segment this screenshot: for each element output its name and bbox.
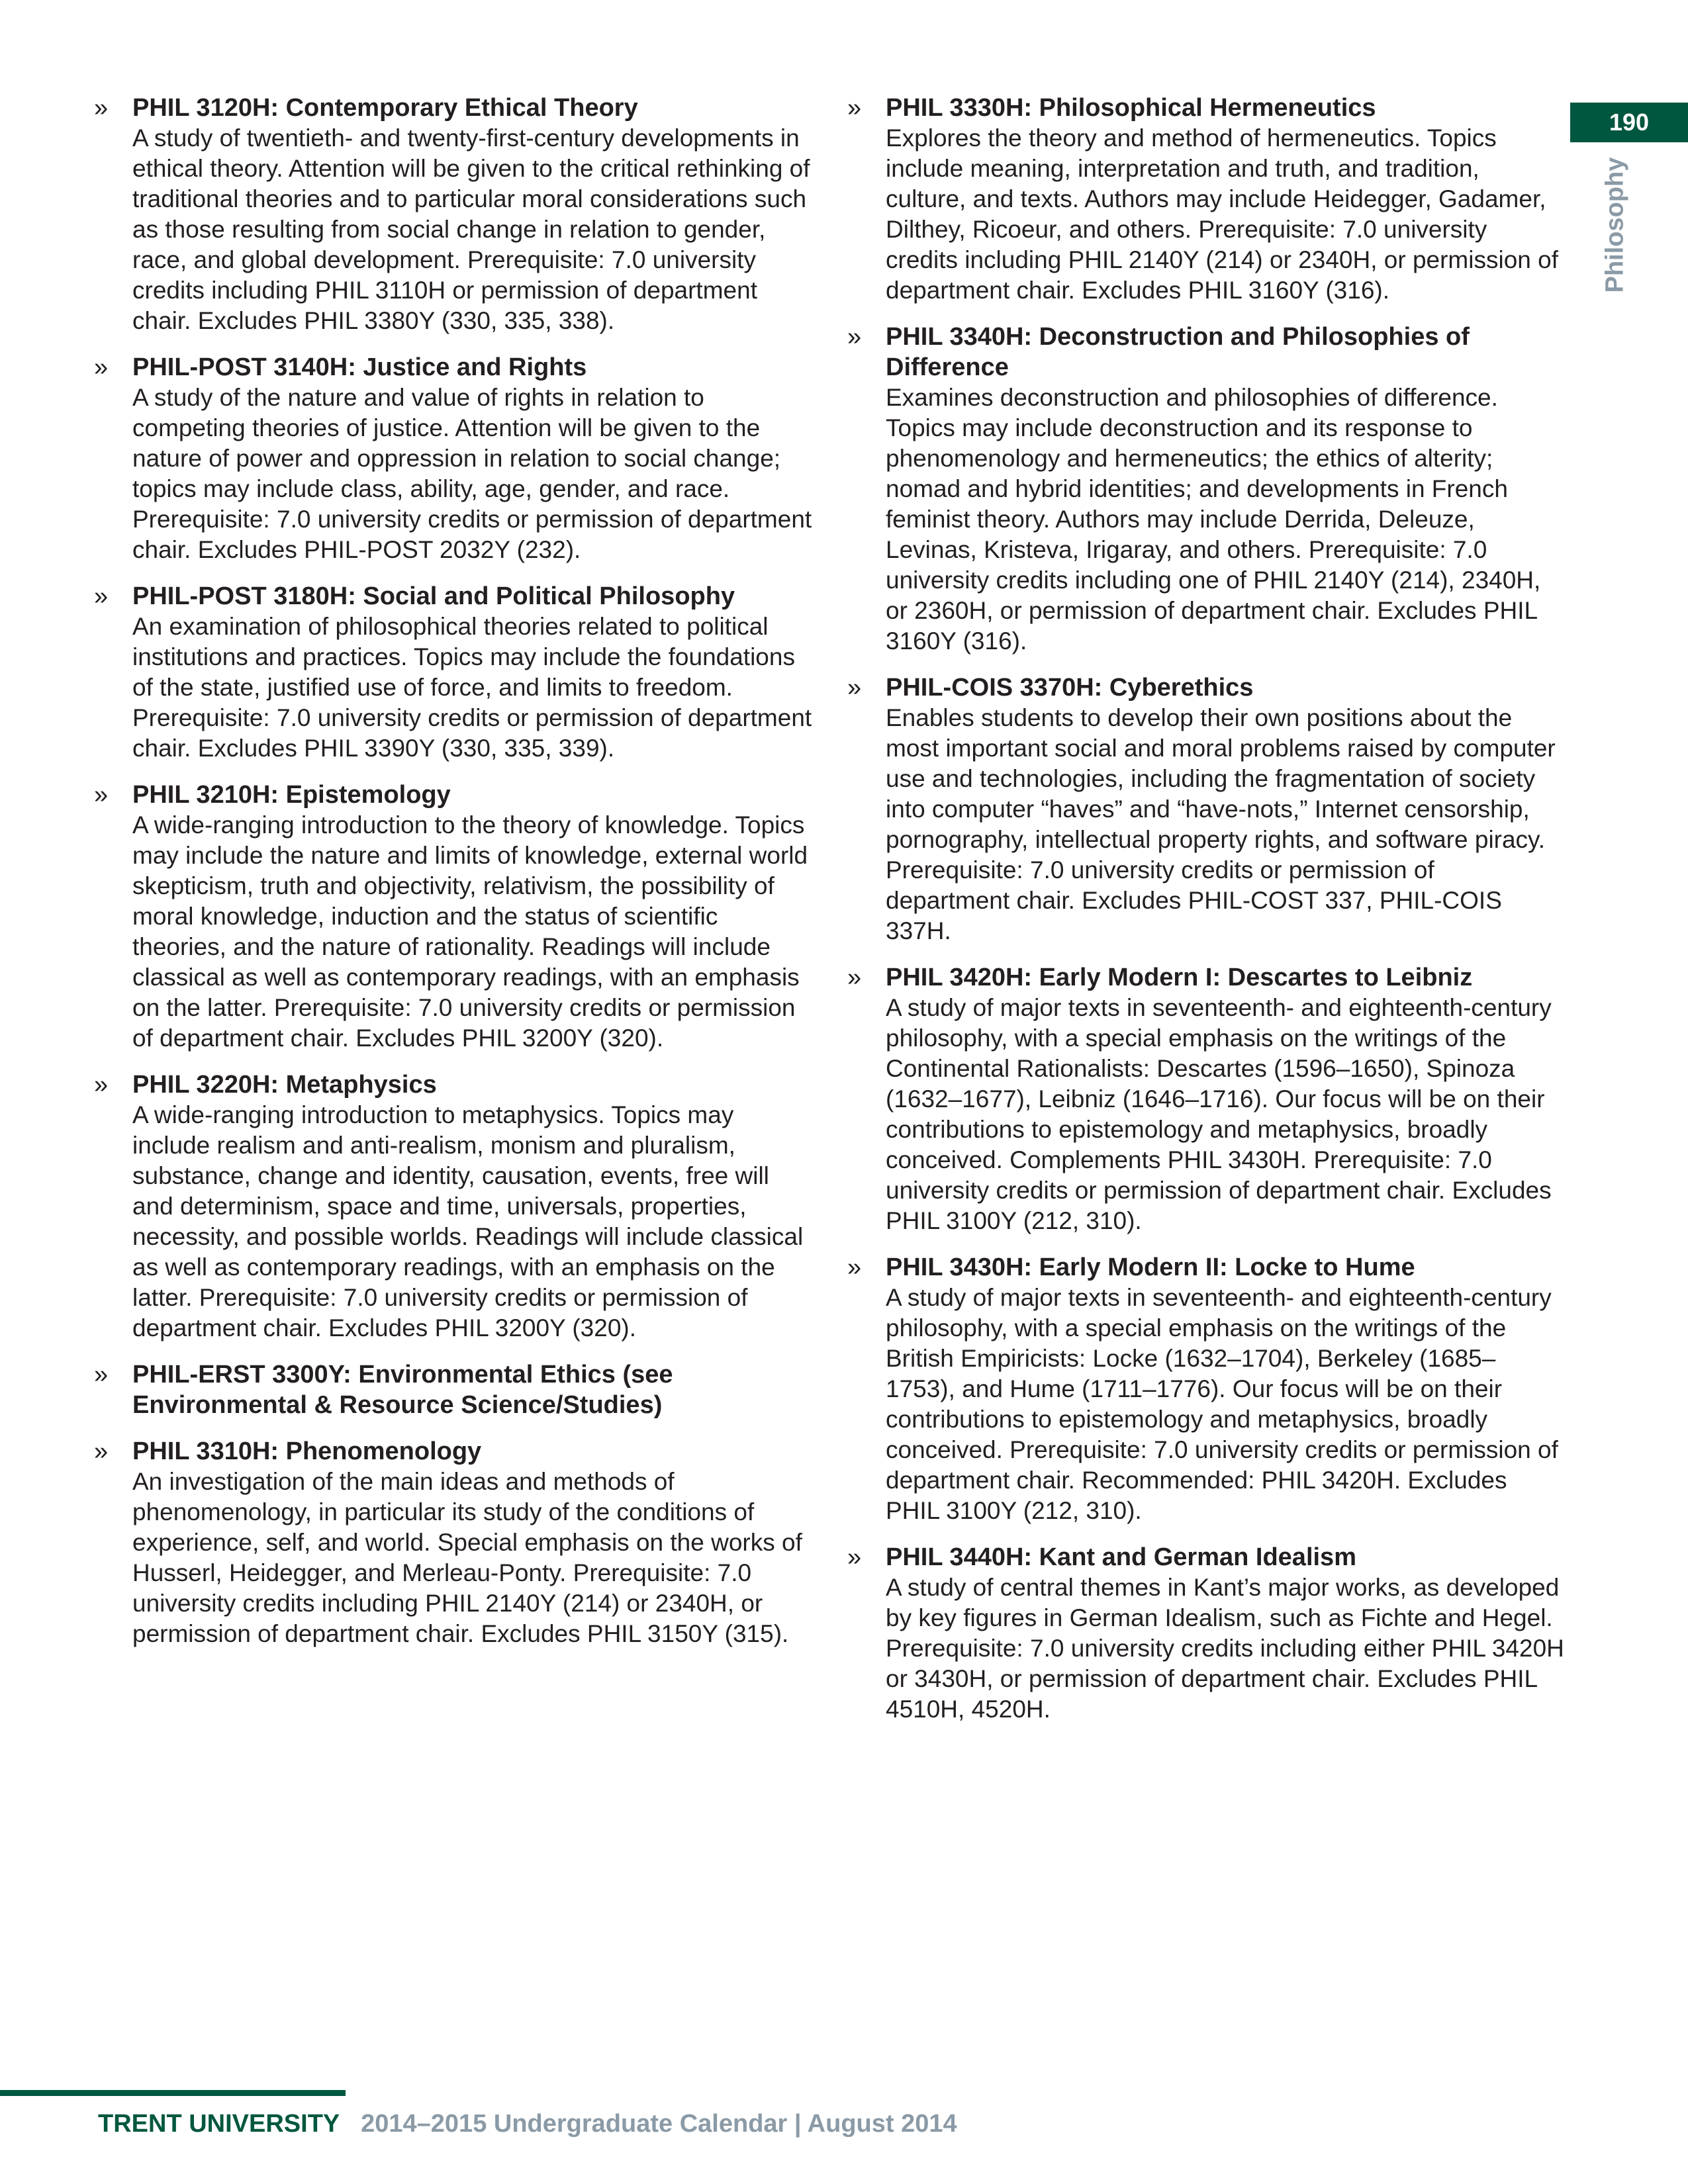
- course-entry: [846, 962, 1564, 1236]
- course-title: PHIL 3310H: Phenomenology: [132, 1437, 482, 1465]
- course-description: A study of major texts in seventeenth- and eighteenth-century philosophy, with a special emphasis on the writings of the British Empiricists: Locke (1632–1704), Berkeley (1685–1753), and Hume (1711–1776). Our focus will be on their contributions to epistemology and metaphysics, broadly conceived. Prerequisite: 7.0 university credits or permission of department chair. Recommended: PHIL 3420H. Excludes PHIL 3100Y (212, 310).: [886, 1284, 1558, 1524]
- course-entry: [846, 1252, 1564, 1526]
- footer: [98, 2110, 957, 2138]
- footer-university: TRENT UNIVERSITY: [98, 2110, 340, 2138]
- course-title: PHIL-COIS 3370H: Cyberethics: [886, 674, 1254, 702]
- course-title: PHIL 3440H: Kant and German Idealism: [886, 1543, 1356, 1571]
- right-column: [846, 93, 1564, 1741]
- course-description: A study of central themes in Kant’s major works, as developed by key figures in German Idealism, such as Fichte and Hegel. Prerequisite: 7.0 university credits including either PHIL 3420H or 3430H, or permission of department chair. Excludes PHIL 4510H, 4520H.: [886, 1574, 1564, 1723]
- page-number-tab: 190: [1570, 103, 1688, 142]
- footer-rule: [0, 2090, 346, 2096]
- course-title: PHIL-ERST 3300Y: Environmental Ethics (see Environmental & Resource Science/Studies): [132, 1361, 673, 1419]
- bullet-icon: »: [94, 353, 109, 381]
- bullet-icon: »: [94, 94, 109, 122]
- bullet-icon: »: [94, 1071, 109, 1099]
- course-title: PHIL 3430H: Early Modern II: Locke to Hume: [886, 1253, 1415, 1281]
- course-entry: [93, 1436, 814, 1649]
- bullet-icon: »: [847, 1253, 862, 1281]
- course-description: Enables students to develop their own positions about the most important social and moral problems raised by computer use and technologies, including the fragmentation of society into computer “haves” and “have-nots,” Internet censorship, pornography, intellectual property rights, and software piracy. Prerequisite: 7.0 university credits or permission of department chair. Excludes PHIL-COST 337, PHIL-COIS 337H.: [886, 704, 1556, 944]
- course-description: A study of twentieth- and twenty-first-century developments in ethical theory. Attention will be given to the critical rethinking of traditional theories and to particular moral considerations such as those resulting from social change in relation to gender, race, and global development. Prerequisite: 7.0 university credits including PHIL 3110H or permission of department chair. Excludes PHIL 3380Y (330, 335, 338).: [132, 124, 810, 334]
- section-label: Philosophy: [1601, 157, 1629, 293]
- bullet-icon: »: [847, 964, 862, 991]
- course-entry: [846, 1542, 1564, 1725]
- course-entry: [846, 93, 1564, 306]
- course-description: An investigation of the main ideas and methods of phenomenology, in particular its study of the conditions of experience, self, and world. Special emphasis on the works of Husserl, Heidegger, and Merleau-Ponty. Prerequisite: 7.0 university credits including PHIL 2140Y (214) or 2340H, or permission of department chair. Excludes PHIL 3150Y (315).: [132, 1468, 802, 1647]
- course-title: PHIL 3120H: Contemporary Ethical Theory: [132, 94, 638, 122]
- course-description: A wide-ranging introduction to the theory of knowledge. Topics may include the nature and limits of knowledge, external world skepticism, truth and objectivity, relativism, the possibility of moral knowledge, induction and the status of scientific theories, and the nature of rationality. Readings will include classical as well as contemporary readings, with an emphasis on the latter. Prerequisite: 7.0 university credits or permission of department chair. Excludes PHIL 3200Y (320).: [132, 811, 808, 1052]
- footer-calendar: 2014–2015 Undergraduate Calendar | August 2014: [361, 2110, 957, 2138]
- course-title: PHIL 3220H: Metaphysics: [132, 1071, 437, 1099]
- course-description: A wide-ranging introduction to metaphysics. Topics may include realism and anti-realism, monism and pluralism, substance, change and identity, causation, events, free will and determinism, space and time, universals, properties, necessity, and possible worlds. Readings will include classical as well as contemporary readings, with an emphasis on the latter. Prerequisite: 7.0 university credits or permission of department chair. Excludes PHIL 3200Y (320).: [132, 1101, 804, 1342]
- course-entry: [846, 672, 1564, 946]
- course-entry: [93, 581, 814, 764]
- course-entry: [93, 780, 814, 1054]
- course-entry: [846, 322, 1564, 657]
- course-description: Examines deconstruction and philosophies of difference. Topics may include deconstruction and its response to phenomenology and hermeneutics; the ethics of alterity; nomad and hybrid identities; and developments in French feminist theory. Authors may include Derrida, Deleuze, Levinas, Kristeva, Irigaray, and others. Prerequisite: 7.0 university credits including one of PHIL 2140Y (214), 2340H, or 2360H, or permission of department chair. Excludes PHIL 3160Y (316).: [886, 384, 1541, 655]
- bullet-icon: »: [847, 1543, 862, 1571]
- bullet-icon: »: [847, 674, 862, 702]
- course-title: PHIL 3330H: Philosophical Hermeneutics: [886, 94, 1376, 122]
- course-title: PHIL 3420H: Early Modern I: Descartes to Leibniz: [886, 964, 1473, 991]
- left-column: [93, 93, 814, 1665]
- course-title: PHIL 3340H: Deconstruction and Philosophies of Difference: [886, 323, 1470, 381]
- course-description: A study of major texts in seventeenth- and eighteenth-century philosophy, with a special emphasis on the writings of the Continental Rationalists: Descartes (1596–1650), Spinoza (1632–1677), Leibniz (1646–1716). Our focus will be on their contributions to epistemology and metaphysics, broadly conceived. Complements PHIL 3430H. Prerequisite: 7.0 university credits or permission of department chair. Excludes PHIL 3100Y (212, 310).: [886, 994, 1552, 1234]
- course-entry: [93, 93, 814, 336]
- course-entry: [93, 1359, 814, 1420]
- bullet-icon: »: [94, 1437, 109, 1465]
- course-entry: [93, 1069, 814, 1343]
- bullet-icon: »: [94, 781, 109, 809]
- course-description: An examination of philosophical theories related to political institutions and practices. Topics may include the foundations of the state, justified use of force, and limits to freedom. Prerequisite: 7.0 university credits or permission of department chair. Excludes PHIL 3390Y (330, 335, 339).: [132, 613, 812, 762]
- course-description: A study of the nature and value of rights in relation to competing theories of justice. Attention will be given to the nature of power and oppression in relation to social change; topics may include class, ability, age, gender, and race. Prerequisite: 7.0 university credits or permission of department chair. Excludes PHIL-POST 2032Y (232).: [132, 384, 812, 563]
- bullet-icon: »: [94, 582, 109, 610]
- course-title: PHIL-POST 3140H: Justice and Rights: [132, 353, 587, 381]
- course-title: PHIL-POST 3180H: Social and Political Philosophy: [132, 582, 735, 610]
- course-description: Explores the theory and method of hermeneutics. Topics include meaning, interpretation and truth, and tradition, culture, and texts. Authors may include Heidegger, Gadamer, Dilthey, Ricoeur, and others. Prerequisite: 7.0 university credits including PHIL 2140Y (214) or 2340H, or permission of department chair. Excludes PHIL 3160Y (316).: [886, 124, 1558, 304]
- bullet-icon: »: [847, 323, 862, 351]
- course-entry: [93, 352, 814, 565]
- course-title: PHIL 3210H: Epistemology: [132, 781, 451, 809]
- bullet-icon: »: [94, 1361, 109, 1388]
- bullet-icon: »: [847, 94, 862, 122]
